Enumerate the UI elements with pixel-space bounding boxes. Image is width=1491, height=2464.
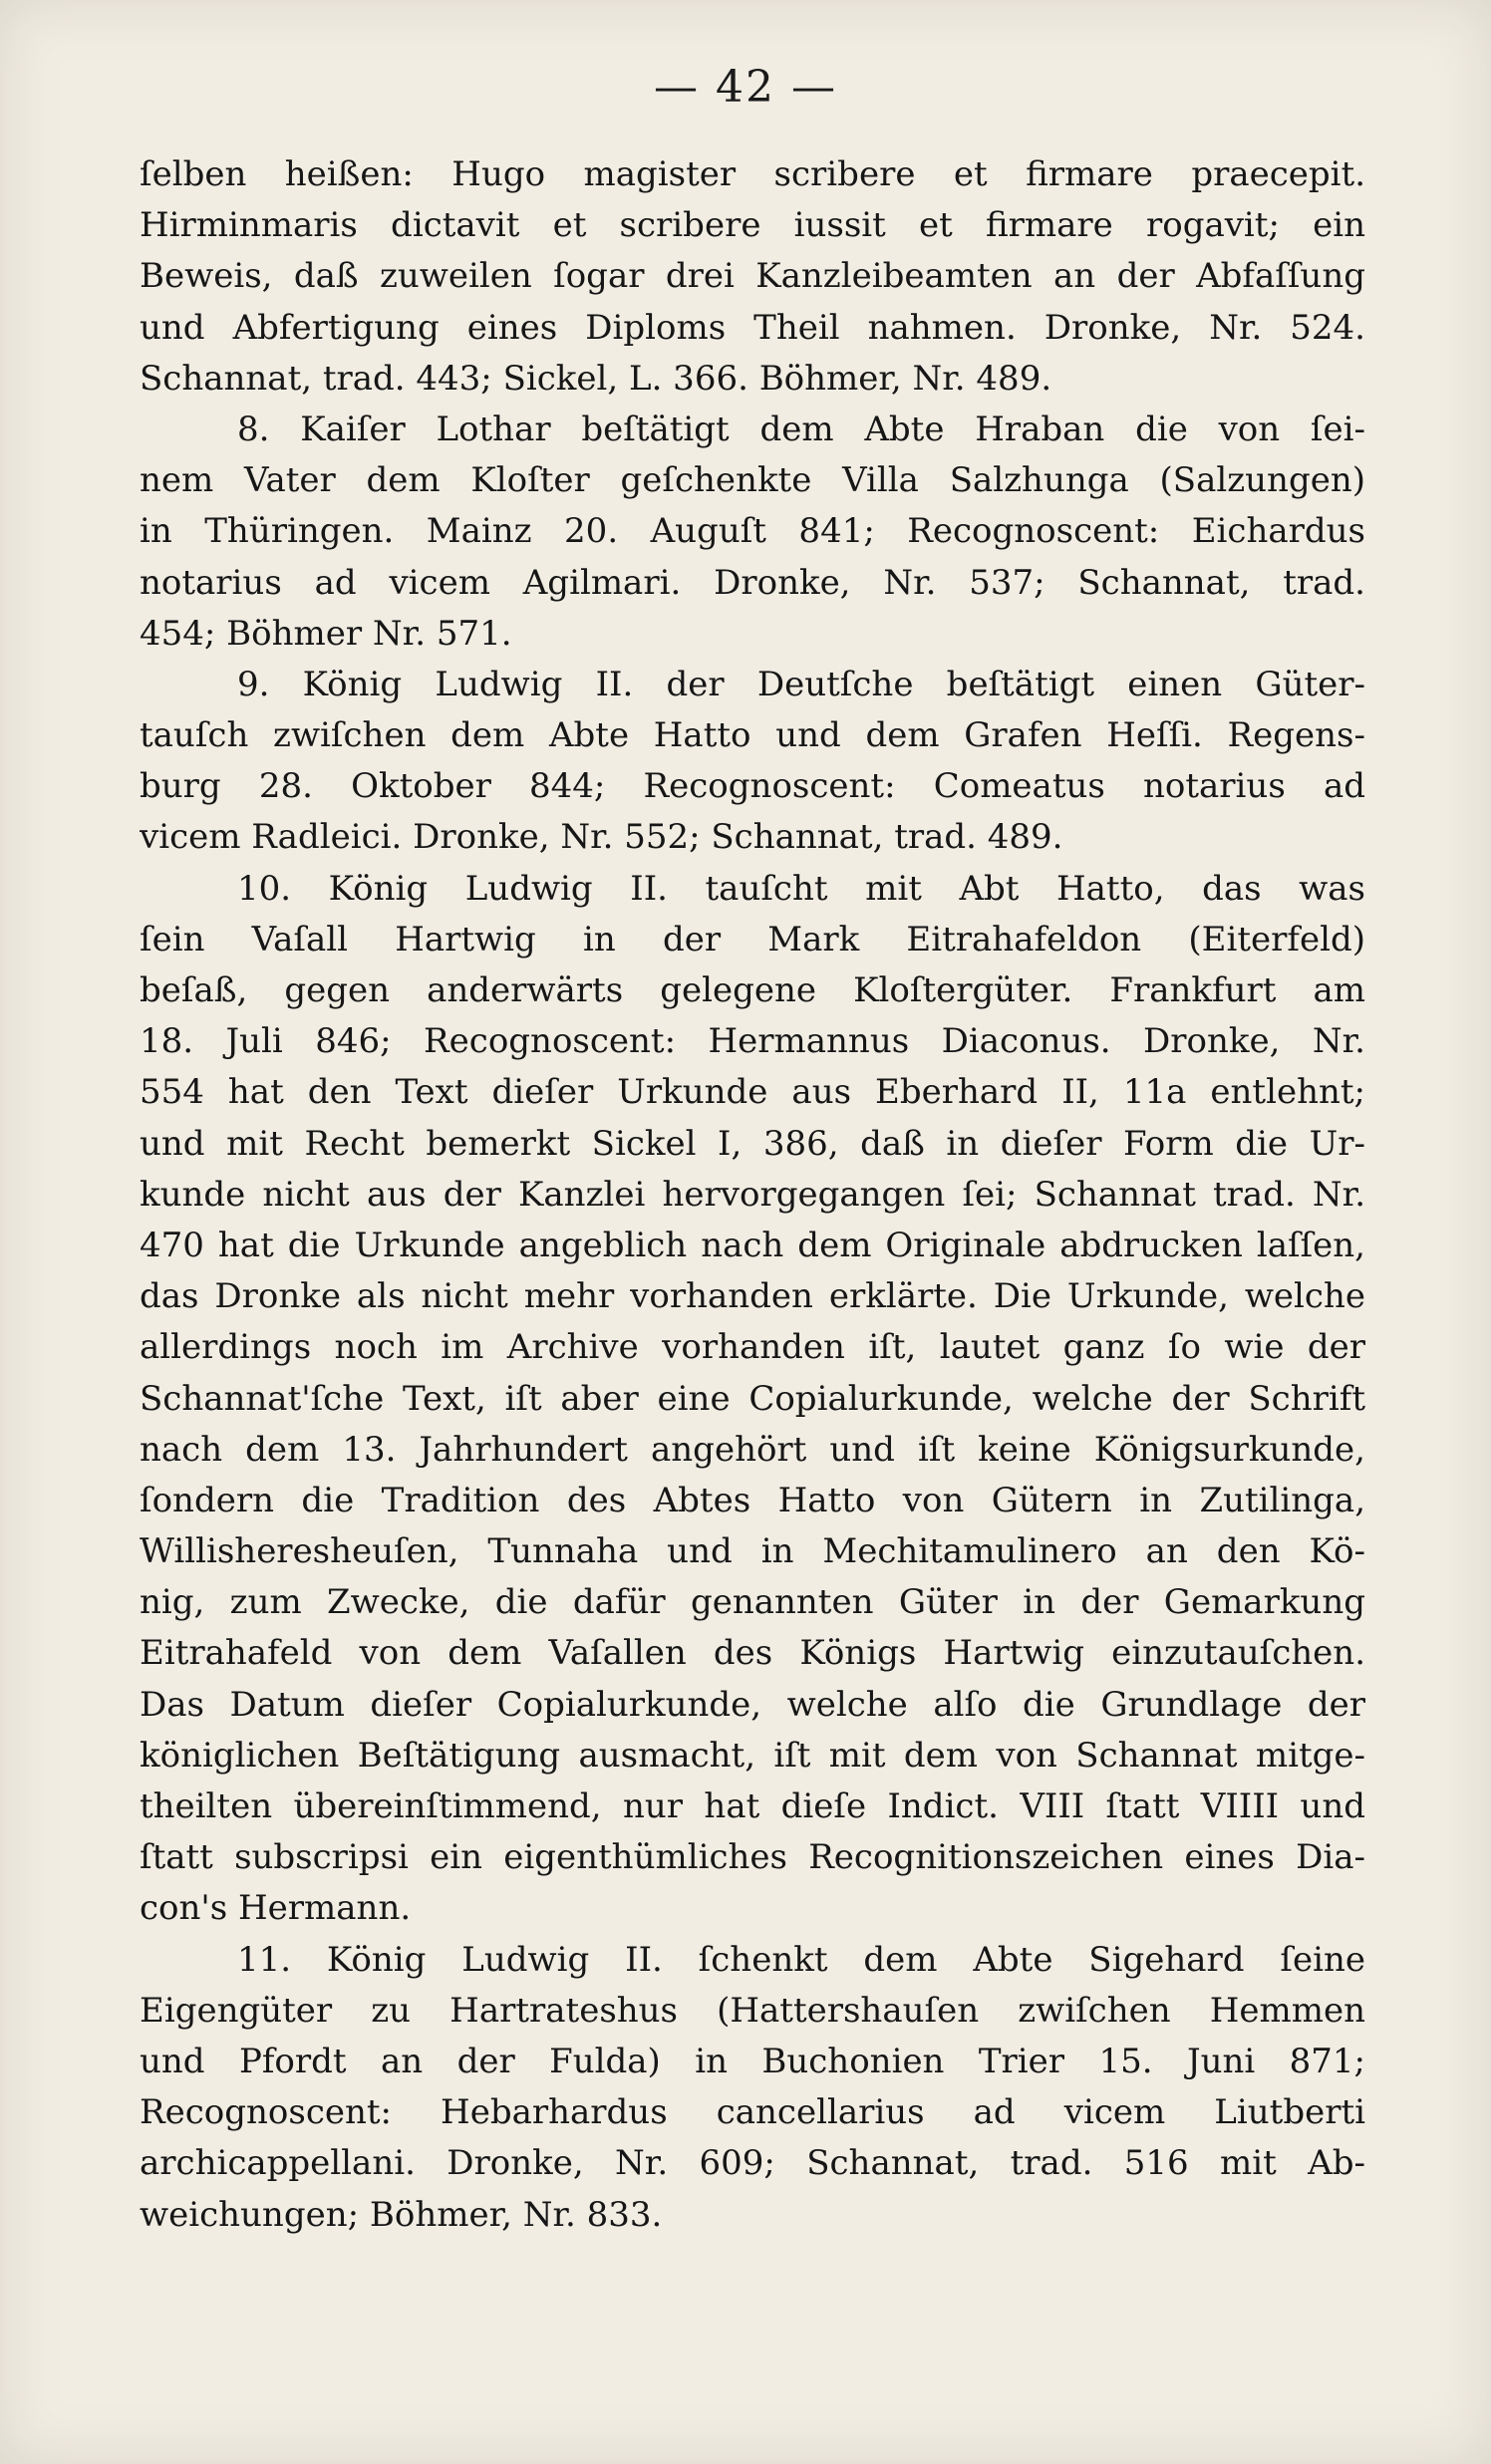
text-line: 470 hat die Urkunde angeblich nach dem Originale abdrucken laſſen, [140, 1225, 1365, 1265]
text-line: 8. Kaiſer Lothar beſtätigt dem Abte Hraban die von ſei- [237, 409, 1365, 449]
text-line: archicappellani. Dronke, Nr. 609; Schannat, trad. 516 mit Ab- [140, 2143, 1365, 2184]
page-number: — 42 — [654, 62, 837, 113]
text-line: Hirminmaris dictavit et scribere iussit et firmare rogavit; ein [140, 205, 1365, 246]
text-line: 18. Juli 846; Recognoscent: Hermannus Diaconus. Dronke, Nr. [140, 1021, 1365, 1062]
text-line: Das Datum dieſer Copialurkunde, welche alſo die Grundlage der [140, 1684, 1365, 1725]
text-line: Eigengüter zu Hartrateshus (Hattershauſen zwiſchen Hemmen [140, 1990, 1365, 2031]
text-line: königlichen Beſtätigung ausmacht, iſt mit dem von Schannat mitge- [140, 1735, 1365, 1776]
text-line: Beweis, daß zuweilen ſogar drei Kanzleibeamten an der Abfaſſung [140, 256, 1365, 297]
text-line: und Abfertigung eines Diploms Theil nahmen. Dronke, Nr. 524. [140, 307, 1365, 348]
text-line: kunde nicht aus der Kanzlei hervorgegangen ſei; Schannat trad. Nr. [140, 1174, 1365, 1215]
text-line: ſtatt subscripsi ein eigenthümliches Recognitionszeichen eines Dia- [140, 1837, 1365, 1878]
text-line: und mit Recht bemerkt Sickel I, 386, daß in dieſer Form die Ur- [140, 1123, 1365, 1164]
text-line: con's Hermann. [140, 1888, 412, 1929]
text-line: 9. König Ludwig II. der Deutſche beſtätigt einen Güter- [237, 664, 1365, 704]
text-line: tauſch zwiſchen dem Abte Hatto und dem Grafen Heſſi. Regens- [140, 715, 1365, 756]
text-line: das Dronke als nicht mehr vorhanden erklärte. Die Urkunde, welche [140, 1276, 1365, 1317]
text-line: 11. König Ludwig II. ſchenkt dem Abte Sigehard ſeine [237, 1939, 1365, 1980]
text-line: allerdings noch im Archive vorhanden iſt, lautet ganz ſo wie der [140, 1327, 1365, 1368]
text-line: nach dem 13. Jahrhundert angehört und iſt keine Königsurkunde, [140, 1429, 1365, 1470]
text-line: Eitrahafeld von dem Vaſallen des Königs Hartwig einzutauſchen. [140, 1633, 1365, 1674]
text-line: in Thüringen. Mainz 20. Auguſt 841; Recognoscent: Eichardus [140, 511, 1365, 552]
text-line: Schannat, trad. 443; Sickel, L. 366. Böhmer, Nr. 489. [140, 358, 1052, 399]
text-line: Willisheresheuſen, Tunnaha und in Mechitamulinero an den Kö- [140, 1531, 1365, 1572]
body-text [140, 149, 1365, 2241]
text-line: weichungen; Böhmer, Nr. 833. [140, 2194, 663, 2235]
text-line: ſein Vaſall Hartwig in der Mark Eitrahafeldon (Eiterfeld) [140, 919, 1365, 959]
text-line: 454; Böhmer Nr. 571. [140, 613, 512, 654]
text-line: 10. König Ludwig II. tauſcht mit Abt Hatto, das was [237, 868, 1365, 909]
text-line: Schannat'ſche Text, iſt aber eine Copialurkunde, welche der Schrift [140, 1378, 1365, 1419]
text-line: nem Vater dem Kloſter geſchenkte Villa Salzhunga (Salzungen) [140, 460, 1365, 501]
text-line: ſelben heißen: Hugo magister scribere et firmare praecepit. [140, 154, 1365, 194]
text-line: 554 hat den Text dieſer Urkunde aus Eberhard II, 11a entlehnt; [140, 1072, 1365, 1113]
text-line: burg 28. Oktober 844; Recognoscent: Comeatus notarius ad [140, 766, 1365, 807]
text-line: beſaß, gegen anderwärts gelegene Kloſtergüter. Frankfurt am [140, 970, 1365, 1010]
text-line: notarius ad vicem Agilmari. Dronke, Nr. 537; Schannat, trad. [140, 562, 1365, 603]
text-line: Recognoscent: Hebarhardus cancellarius ad vicem Liutberti [140, 2092, 1365, 2133]
text-line: vicem Radleici. Dronke, Nr. 552; Schannat, trad. 489. [140, 817, 1063, 858]
text-line: nig, zum Zwecke, die dafür genannten Güter in der Gemarkung [140, 1582, 1365, 1623]
text-line: ſondern die Tradition des Abtes Hatto von Gütern in Zutilinga, [140, 1480, 1365, 1520]
text-line: theilten übereinſtimmend, nur hat dieſe Indict. VIII ſtatt VIIII und [140, 1786, 1365, 1826]
text-line: und Pfordt an der Fulda) in Buchonien Trier 15. Juni 871; [140, 2041, 1365, 2081]
